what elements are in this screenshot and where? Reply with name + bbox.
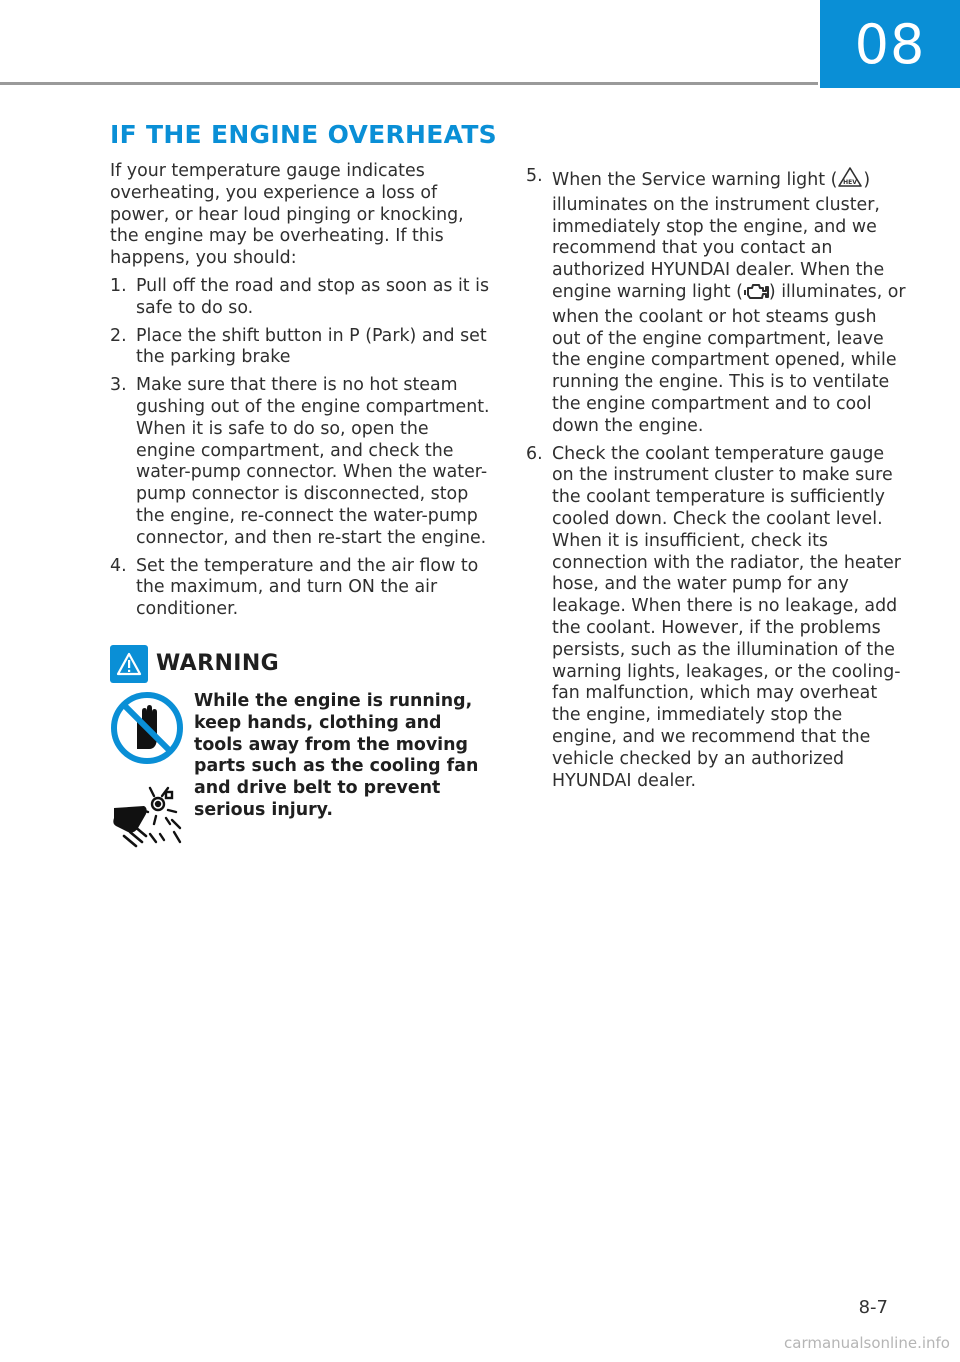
step-number: 5.: [526, 166, 543, 186]
step-text-part2: ) illuminates on the instrument cluster, immediately stop the engine, and we recommend that you contact an authorized HYUNDAI dealer. When the engine warning light (: [552, 170, 885, 302]
step-text: Make sure that there is no hot steam gushing out of the engine compartment. When it is safe to do so, open the engine compartment, and check the water-pump connector. When the water-pump connector is disconnected, stop the engine, re-connect the water-pump connector, and then re-start the engine.: [136, 375, 490, 548]
warning-label: WARNING: [156, 651, 280, 677]
intro-paragraph: If your temperature gauge indicates overheating, you experience a loss of power, or hear loud pinging or knocking, the engine may be overheating. If this happens, you should:: [110, 161, 464, 269]
step-number: 3.: [110, 375, 127, 396]
list-item: [526, 444, 910, 793]
steps-list-continued: [526, 166, 910, 792]
warning-text: While the engine is running, keep hands, clothing and tools away from the moving parts such as the cooling fan and drive belt to prevent serious injury.: [194, 690, 479, 820]
step-text: Pull off the road and stop as soon as it is safe to do so.: [136, 275, 490, 318]
fan-belt-hazard-icon: [110, 776, 188, 857]
list-item: [110, 326, 490, 370]
chapter-number: 08: [854, 12, 926, 76]
chapter-tab: [820, 0, 960, 88]
header-rule: [0, 82, 818, 85]
steps-list: [110, 276, 490, 621]
right-column: [526, 166, 910, 798]
step-text: Set the temperature and the air flow to the maximum, and turn ON the air conditioner.: [136, 555, 479, 620]
step-number: 2.: [110, 325, 127, 346]
warning-body: [110, 691, 490, 857]
warning-triangle-icon: [110, 645, 148, 683]
list-item: [110, 556, 490, 621]
left-column: [110, 161, 490, 857]
warning-icons: [110, 691, 188, 857]
step-number: 1.: [110, 275, 127, 296]
list-item: [110, 276, 490, 320]
page-number: 8-7: [858, 1297, 888, 1318]
hev-label: HEV: [843, 179, 858, 186]
watermark: carmanualsonline.info: [784, 1334, 950, 1352]
step-text-part3: ) illuminates, or when the coolant or hot steams gush out of the engine compartment, leave the engine compartment opened, while running the engine. This is to ventilate the engine compartment and to cool down the engine.: [552, 281, 906, 436]
step-text: Place the shift button in P (Park) and set the parking brake: [136, 325, 487, 368]
hev-service-warning-icon: [837, 166, 863, 195]
step-number: 4.: [110, 555, 127, 576]
no-hand-icon: [110, 691, 188, 772]
list-item: [110, 375, 490, 549]
section-title: IF THE ENGINE OVERHEATS: [110, 120, 497, 149]
step-text: Check the coolant temperature gauge on the instrument cluster to make sure the coolant temperature is sufficiently cooled down. Check the coolant level. When it is insufficient, check its connection with the radiator, the heater hose, and the water pump for any leakage. When there is no leakage, add the coolant. However, if the problems persists, such as the illumination of the warning lights, leakages, or the cooling-fan malfunction, which may overheat the engine, immediately stop the engine, and we recommend that the vehicle checked by an authorized HYUNDAI dealer.: [552, 443, 901, 791]
step-number: 6.: [526, 443, 543, 464]
list-item: [526, 166, 910, 438]
engine-warning-icon: [743, 282, 769, 307]
warning-header: [110, 645, 490, 683]
step-text-part1: When the Service warning light (: [552, 170, 838, 190]
